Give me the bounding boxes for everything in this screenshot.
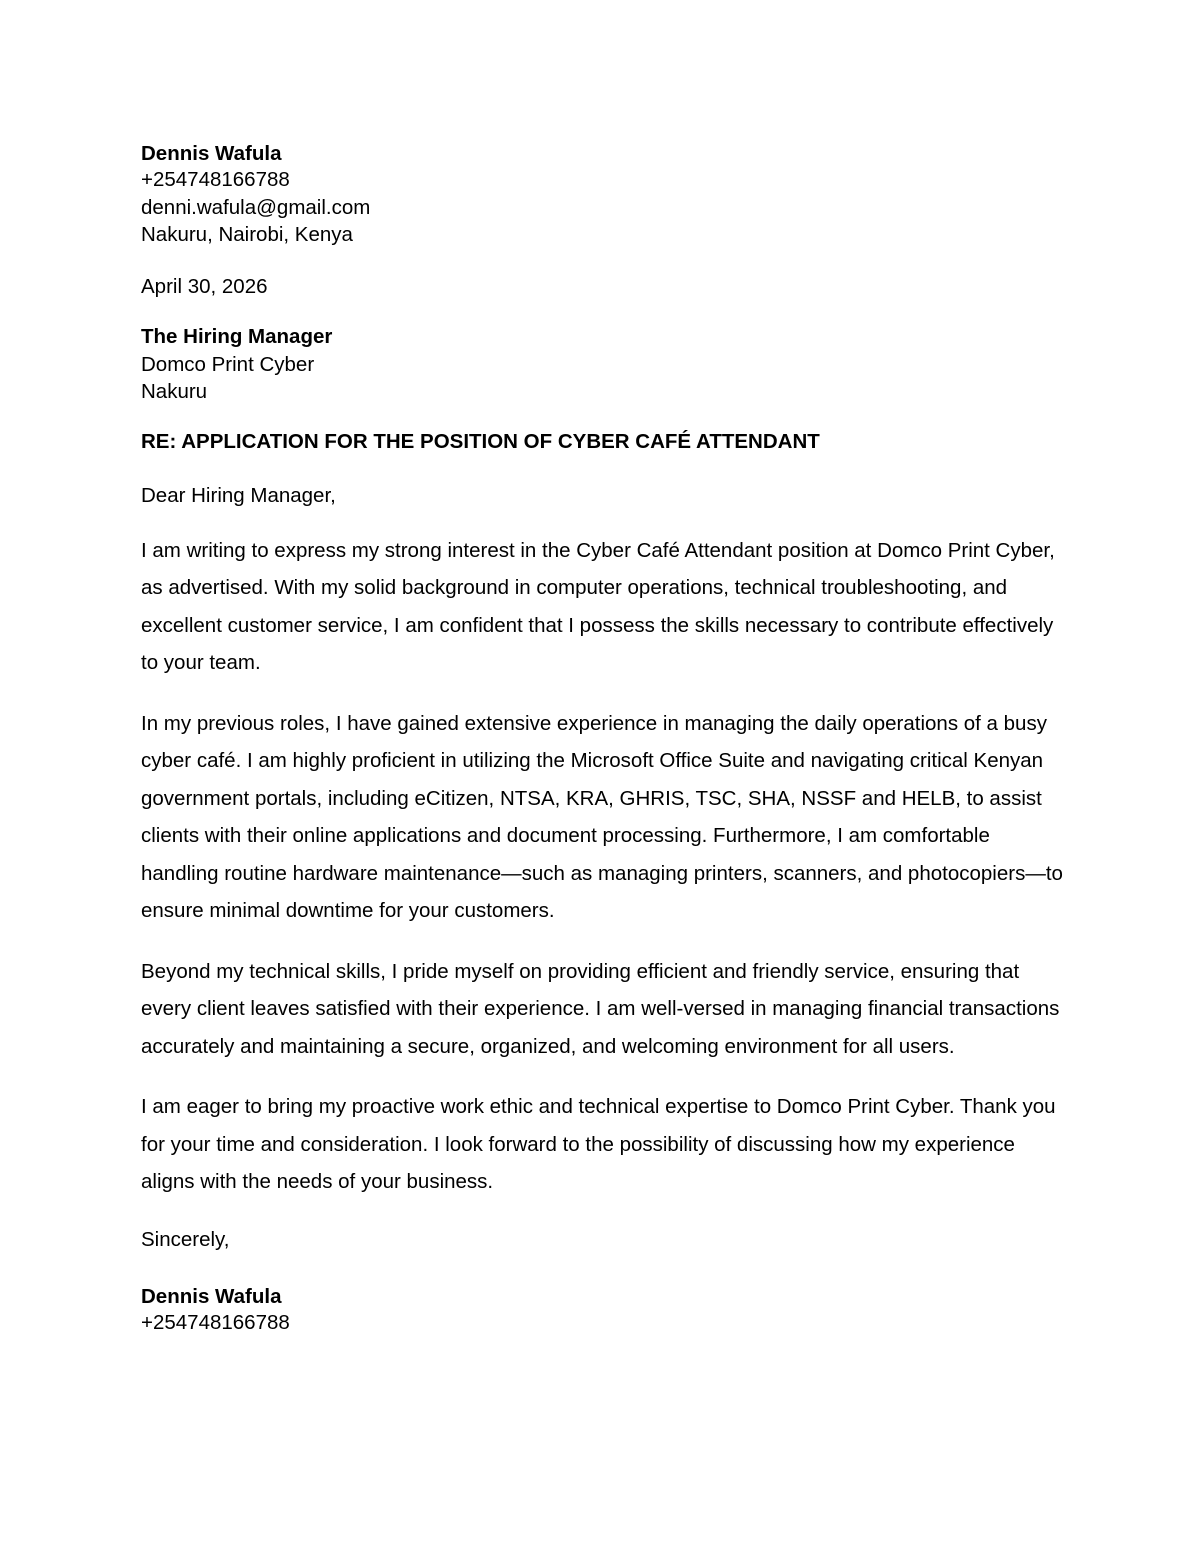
recipient-city: Nakuru bbox=[141, 380, 208, 403]
signature-phone: +254748166788 bbox=[141, 1310, 290, 1334]
recipient-block bbox=[141, 323, 1071, 406]
signature-name: Dennis Wafula bbox=[141, 1284, 282, 1308]
sender-phone: +254748166788 bbox=[141, 168, 290, 191]
letter-date-block bbox=[141, 273, 1071, 301]
recipient-company: Domco Print Cyber bbox=[141, 352, 315, 376]
body-paragraph-4: I am eager to bring my proactive work ethic and technical expertise to Domco Print Cyber. Thank you for your time and consideration. I look forward to the possibility of discussing how my experience aligns with the needs of your business. bbox=[141, 1095, 1056, 1193]
sender-email: denni.wafula@gmail.com bbox=[141, 195, 371, 219]
sender-block bbox=[141, 142, 1071, 249]
body-paragraph-3: Beyond my technical skills, I pride myself on providing efficient and friendly service, ensuring that every client leaves satisfied with their experience. I am well-versed in managing financial transactions accurately and maintaining a secure, organized, and welcoming environment for all users. bbox=[141, 959, 1060, 1058]
closing: Sincerely, bbox=[141, 1227, 230, 1251]
letter-date: April 30, 2026 bbox=[141, 274, 268, 298]
signature-block bbox=[141, 1285, 1071, 1337]
salutation: Dear Hiring Manager, bbox=[141, 483, 336, 507]
subject-line: RE: APPLICATION FOR THE POSITION OF CYBER CAFÉ ATTENDANT bbox=[141, 429, 820, 453]
sender-location: Nakuru, Nairobi, Kenya bbox=[141, 223, 353, 246]
body-paragraph-1: I am writing to express my strong interest in the Cyber Café Attendant position at Domco Print Cyber, as advertised. With my solid background in computer operations, technical troubleshooting, and excellent customer service, I am confident that I possess the skills necessary to contribute effectively to your team. bbox=[141, 538, 1055, 674]
sender-name: Dennis Wafula bbox=[141, 142, 282, 165]
recipient-title: The Hiring Manager bbox=[141, 325, 333, 348]
cover-letter bbox=[141, 142, 1071, 1336]
body-paragraph-2: In my previous roles, I have gained extensive experience in managing the daily operations of a busy cyber café. I am highly proficient in utilizing the Microsoft Office Suite and navigating critical Kenyan government portals, including eCitizen, NTSA, KRA, GHRIS, TSC, SHA, NSSF and HELB, to assist clients with their online applications and document processing. Furthermore, I am comfortable handling routine hardware maintenance—such as managing printers, scanners, and photocopiers—to ensure minimal downtime for your customers. bbox=[141, 711, 1063, 922]
